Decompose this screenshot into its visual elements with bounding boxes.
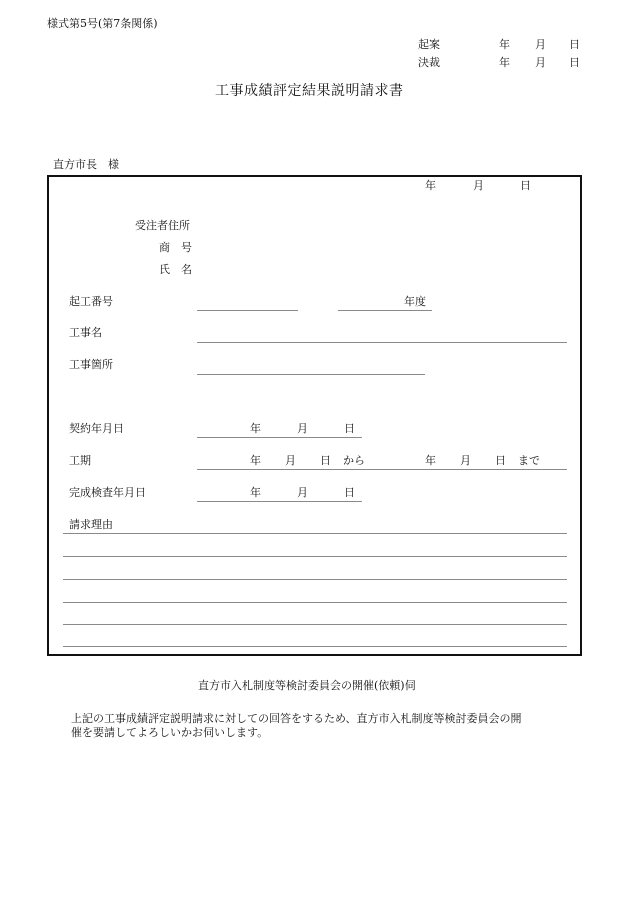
kiko-number-field[interactable] <box>197 310 298 311</box>
request-form-box <box>47 175 582 656</box>
approval-decision-day: 日 <box>569 56 580 69</box>
requester-trade-name-label: 商 号 <box>159 241 192 254</box>
approval-draft-year: 年 <box>499 38 510 51</box>
requester-address-label: 受注者住所 <box>135 219 190 232</box>
approval-decision-label: 決裁 <box>418 56 440 69</box>
period-until-text: まで <box>518 454 540 467</box>
form-label: 様式第5号(第7条関係) <box>47 17 158 30</box>
page-title: 工事成績評定結果説明請求書 <box>215 83 404 99</box>
approval-draft-day: 日 <box>569 38 580 51</box>
period-label: 工期 <box>69 454 91 467</box>
approval-decision-year: 年 <box>499 56 510 69</box>
inspection-date-month: 月 <box>297 486 308 499</box>
contract-date-day: 日 <box>344 422 355 435</box>
approval-draft-label: 起案 <box>418 38 440 51</box>
reason-line-4[interactable] <box>63 602 567 603</box>
work-name-field[interactable] <box>197 342 567 343</box>
period-start-month: 月 <box>285 454 296 467</box>
period-from-text: から <box>343 454 365 467</box>
reason-line-5[interactable] <box>63 624 567 625</box>
request-date-year: 年 <box>425 179 436 192</box>
work-location-field[interactable] <box>197 374 425 375</box>
period-start-day: 日 <box>320 454 331 467</box>
approval-decision-month: 月 <box>535 56 546 69</box>
requester-name-label: 氏 名 <box>159 263 192 276</box>
approval-draft-month: 月 <box>535 38 546 51</box>
reason-label: 請求理由 <box>69 518 113 531</box>
contract-date-month: 月 <box>297 422 308 435</box>
reason-line-3[interactable] <box>63 579 567 580</box>
fiscal-year-field[interactable] <box>338 310 432 311</box>
inspection-date-day: 日 <box>344 486 355 499</box>
contract-date-year: 年 <box>250 422 261 435</box>
reason-line-2[interactable] <box>63 556 567 557</box>
inspection-date-year: 年 <box>250 486 261 499</box>
period-field[interactable] <box>197 469 567 470</box>
contract-date-field[interactable] <box>197 437 362 438</box>
reason-line-1[interactable] <box>63 533 567 534</box>
work-name-label: 工事名 <box>69 326 102 339</box>
period-end-day: 日 <box>495 454 506 467</box>
addressee: 直方市長 様 <box>53 158 119 171</box>
work-location-label: 工事箇所 <box>69 358 113 371</box>
period-end-year: 年 <box>425 454 436 467</box>
period-start-year: 年 <box>250 454 261 467</box>
committee-heading: 直方市入札制度等検討委員会の開催(依頼)伺 <box>198 679 416 692</box>
request-date-month: 月 <box>473 179 484 192</box>
fiscal-year-suffix: 年度 <box>404 295 426 308</box>
request-date-day: 日 <box>520 179 531 192</box>
contract-date-label: 契約年月日 <box>69 422 124 435</box>
kiko-number-label: 起工番号 <box>69 295 113 308</box>
period-end-month: 月 <box>460 454 471 467</box>
committee-text-line-1: 上記の工事成績評定説明請求に対しての回答をするため、直方市入札制度等検討委員会の開 <box>71 712 522 725</box>
committee-text-line-2: 催を要請してよろしいかお伺いします。 <box>71 726 269 739</box>
reason-line-6[interactable] <box>63 646 567 647</box>
inspection-date-label: 完成検査年月日 <box>69 486 146 499</box>
inspection-date-field[interactable] <box>197 501 362 502</box>
